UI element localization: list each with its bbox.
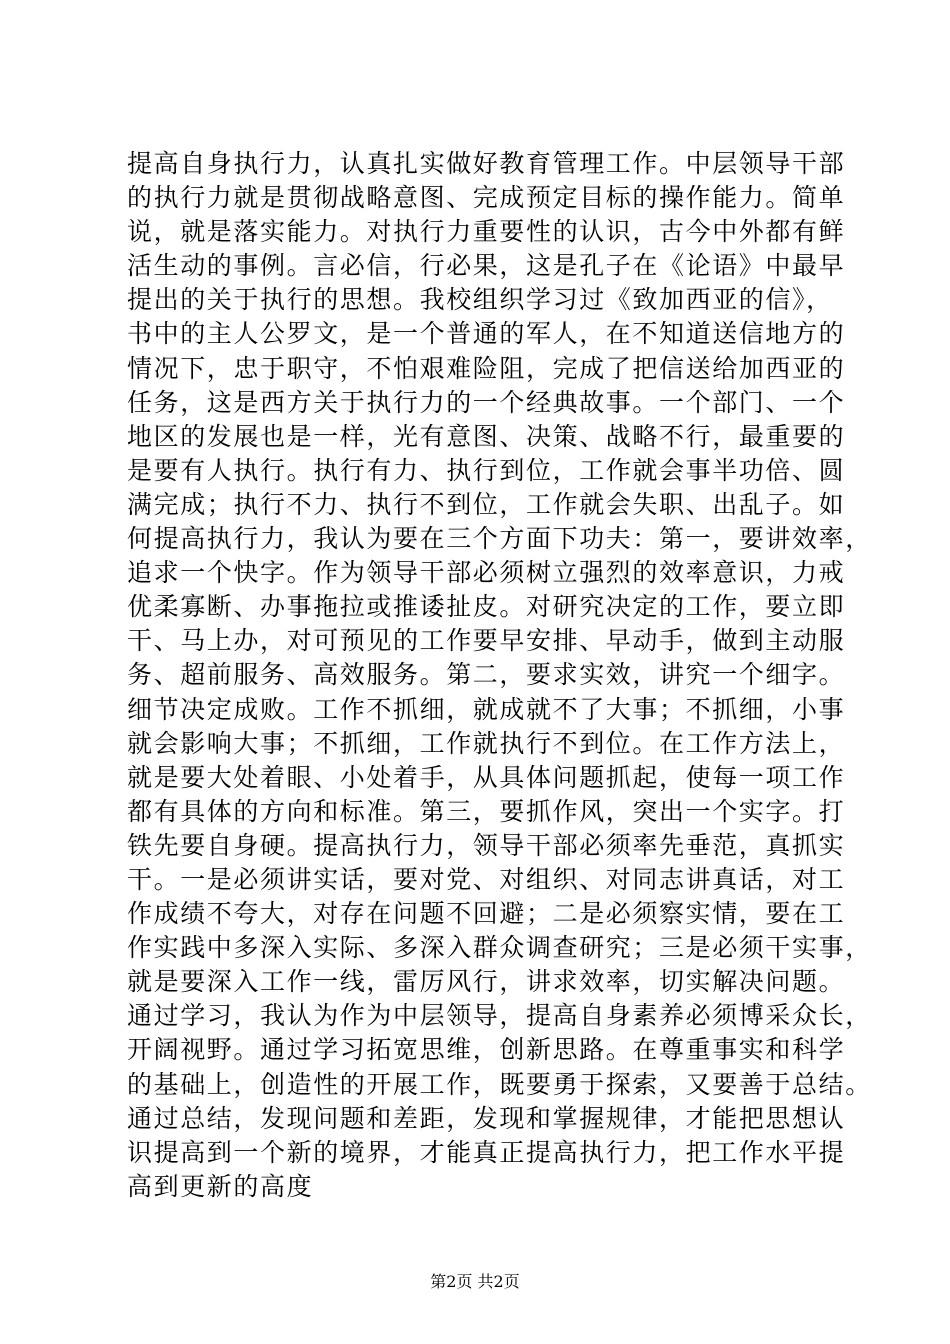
text-line: 开阔视野。通过学习拓宽思维，创新思路。在尊重事实和科学 bbox=[127, 1035, 846, 1065]
text-line: 任务，这是西方关于执行力的一个经典故事。一个部门、一个 bbox=[127, 387, 846, 417]
body-text bbox=[127, 147, 872, 1204]
text-line: 活生动的事例。言必信，行必果，这是孔子在《论语》中最早 bbox=[127, 251, 846, 281]
text-line: 提出的关于执行的思想。我校组织学习过《致加西亚的信》， bbox=[127, 285, 833, 315]
text-line: 是要有人执行。执行有力、执行到位，工作就会事半功倍、圆 bbox=[127, 455, 846, 485]
text-line: 地区的发展也是一样，光有意图、决策、战略不行，最重要的 bbox=[127, 421, 846, 451]
text-line: 作成绩不夸大，对存在问题不回避；二是必须察实情，要在工 bbox=[127, 899, 846, 929]
text-line: 干。一是必须讲实话，要对党、对组织、对同志讲真话，对工 bbox=[127, 864, 846, 894]
text-line: 说，就是落实能力。对执行力重要性的认识，古今中外都有鲜 bbox=[127, 217, 846, 247]
text-line: 务、超前服务、高效服务。第二，要求实效，讲究一个细字。 bbox=[127, 660, 846, 690]
text-line: 满完成；执行不力、执行不到位，工作就会失职、出乱子。如 bbox=[127, 489, 846, 519]
text-line: 的执行力就是贯彻战略意图、完成预定目标的操作能力。简单 bbox=[127, 183, 846, 213]
text-line: 作实践中多深入实际、多深入群众调查研究；三是必须干实事， bbox=[127, 933, 872, 963]
text-line: 情况下，忠于职守，不怕艰难险阻，完成了把信送给加西亚的 bbox=[127, 353, 846, 383]
text-line: 优柔寡断、办事拖拉或推诿扯皮。对研究决定的工作，要立即 bbox=[127, 592, 846, 622]
text-line: 都有具体的方向和标准。第三，要抓作风，突出一个实字。打 bbox=[127, 796, 846, 826]
text-line: 就是要深入工作一线，雷厉风行，讲求效率，切实解决问题。 bbox=[127, 967, 846, 997]
page-footer bbox=[0, 1272, 950, 1292]
text-line: 提高自身执行力，认真扎实做好教育管理工作。中层领导干部 bbox=[127, 149, 846, 178]
text-line: 细节决定成败。工作不抓细，就成就不了大事；不抓细，小事 bbox=[127, 694, 846, 724]
text-line: 干、马上办，对可预见的工作要早安排、早动手，做到主动服 bbox=[127, 626, 846, 656]
text-line: 高到更新的高度 bbox=[127, 1171, 314, 1201]
text-line: 何提高执行力，我认为要在三个方面下功夫：第一，要讲效率， bbox=[127, 524, 872, 554]
text-line: 就是要大处着眼、小处着手，从具体问题抓起，使每一项工作 bbox=[127, 762, 846, 792]
text-line: 的基础上，创造性的开展工作，既要勇于探索，又要善于总结。 bbox=[127, 1069, 872, 1099]
text-line: 铁先要自身硬。提高执行力，领导干部必须率先垂范，真抓实 bbox=[127, 830, 846, 860]
text-line: 追求一个快字。作为领导干部必须树立强烈的效率意识，力戒 bbox=[127, 558, 846, 588]
text-line: 书中的主人公罗文，是一个普通的军人，在不知道送信地方的 bbox=[127, 319, 846, 349]
text-line: 通过学习，我认为作为中层领导，提高自身素养必须博采众长， bbox=[127, 1001, 872, 1031]
text-line: 识提高到一个新的境界，才能真正提高执行力，把工作水平提 bbox=[127, 1137, 846, 1167]
text-line: 通过总结，发现问题和差距，发现和掌握规律，才能把思想认 bbox=[127, 1103, 846, 1133]
page-number-label: 第2页 共2页 bbox=[430, 1272, 520, 1291]
text-line: 就会影响大事；不抓细，工作就执行不到位。在工作方法上， bbox=[127, 728, 846, 758]
